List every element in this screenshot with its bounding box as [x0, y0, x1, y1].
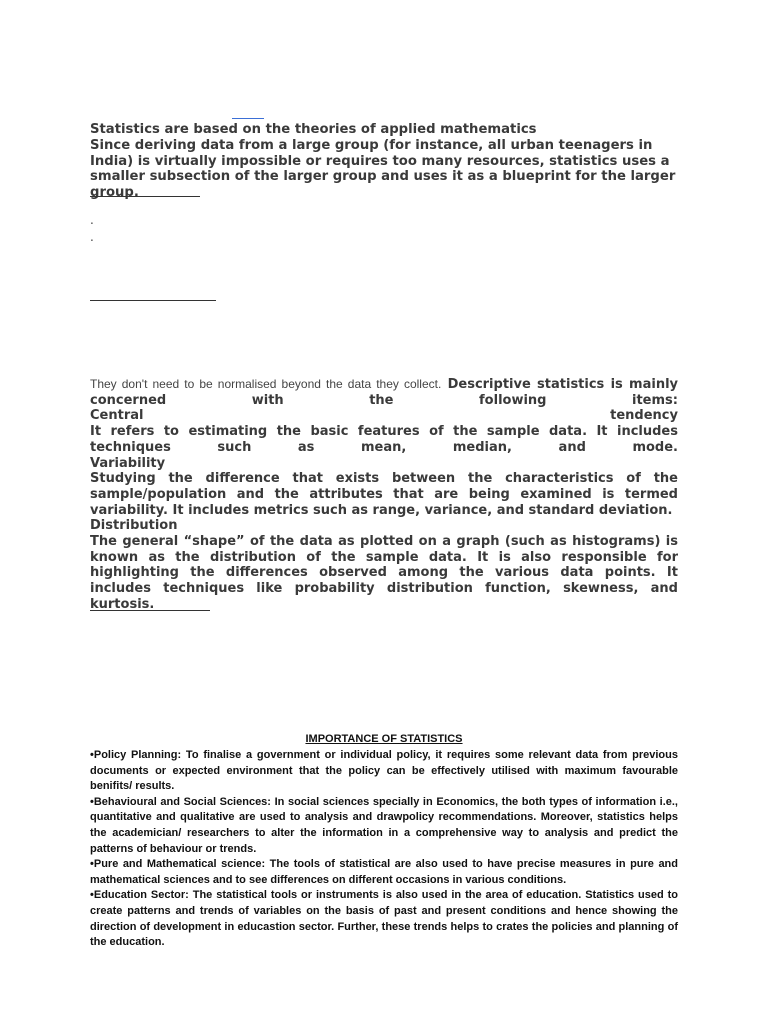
importance-item-social-sciences: •Behavioural and Social Sciences: In social sciences specially in Economics, the both types of information i.e., quantitative and qualitative are used to analysis and drawpolicy recommendations. Moreover, statistics helps the academician/ researchers to alter the information in a comprehensive way to analysis and predict the patterns of behaviour or trends.	[90, 795, 678, 855]
central-tendency-heading: Central tendency	[90, 408, 678, 424]
variability-text: Studying the difference that exists between the characteristics of the sample/population and the attributes that are being examined is termed variability. It includes metrics such as range, variance, and standard deviation.	[90, 471, 678, 518]
intro-section	[90, 122, 680, 201]
descriptive-intro	[90, 377, 678, 408]
link-underline-mark	[232, 118, 264, 119]
importance-section	[90, 732, 678, 951]
bullet-dot-1: .	[90, 213, 94, 227]
descriptive-statistics-section	[90, 377, 678, 613]
bullet-dot-2: .	[90, 230, 94, 244]
separator-line-3	[90, 610, 210, 611]
importance-item-policy-planning: •Policy Planning: To finalise a government or individual policy, it requires some relevant data from previous documents or expected environment that the policy can be effectively utilised with maximum favourable benifits/ results.	[90, 749, 678, 793]
importance-title: IMPORTANCE OF STATISTICS	[305, 733, 463, 745]
intro-heading: Statistics are based on the theories of applied mathematics	[90, 122, 537, 137]
descriptive-lead: Descriptive statistics is mainly concerned with the following items:	[90, 377, 678, 408]
intro-paragraph: Since deriving data from a large group (for instance, all urban teenagers in India) is virtually impossible or requires too many resources, statistics uses a smaller subsection of the larger group and uses it as a blueprint for the larger group.	[90, 137, 676, 201]
normalised-note: They don't need to be normalised beyond the data they collect.	[90, 377, 442, 391]
distribution-text: The general “shape” of the data as plotted on a graph (such as histograms) is known as the distribution of the sample data. It is also responsible for highlighting the differences observed among the various data points. It includes techniques like probability distribution function, skewness, and kurtosis.	[90, 534, 678, 612]
central-tendency-text: It refers to estimating the basic features of the sample data. It includes techniques such as mean, median, and mode.	[90, 424, 678, 455]
separator-line-1	[90, 196, 200, 197]
importance-item-pure-science: •Pure and Mathematical science: The tools of statistical are also used to have precise measures in pure and mathematical sciences and to see differences on different occasions in various conditions.	[90, 858, 678, 886]
importance-item-education: •Education Sector: The statistical tools or instruments is also used in the area of education. Statistics used to create patterns and trends of variables on the basis of past and present conditions and hence showing the direction of development in educastion sector. Further, these trends helps to crates the policies and planning of the education.	[90, 889, 678, 949]
variability-heading: Variability	[90, 455, 166, 471]
separator-line-2	[90, 300, 216, 301]
distribution-heading: Distribution	[90, 518, 178, 534]
